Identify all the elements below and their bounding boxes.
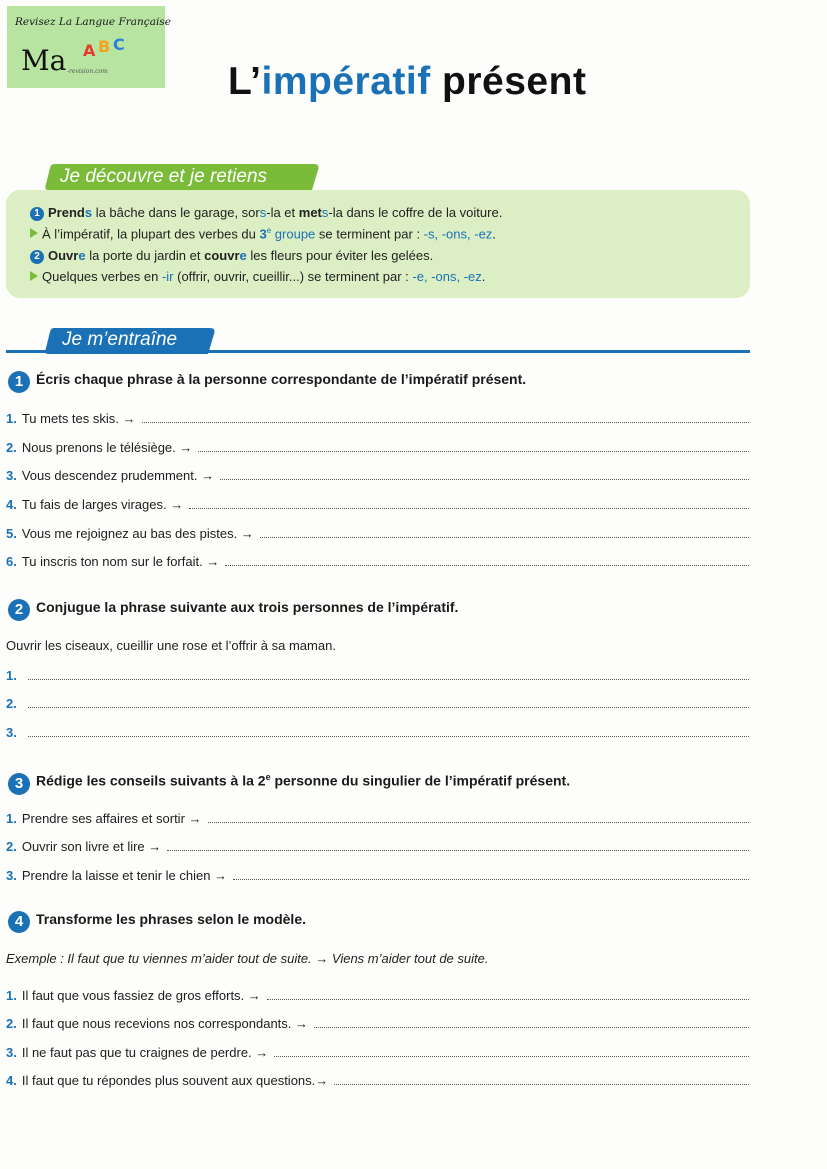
exercise-3-item[interactable]: 1. Prendre ses affaires et sortir → [6,808,749,826]
exercise-2-item[interactable]: 2. [6,693,749,711]
answer-line[interactable] [198,451,749,452]
rules-box [6,190,750,298]
section-divider [6,350,750,353]
exercise-1-item[interactable]: 6. Tu inscris ton nom sur le forfait. → [6,551,749,569]
title-prefix: L’ [228,60,262,103]
answer-line[interactable] [28,679,749,680]
exercise-4-item[interactable]: 4. Il faut que tu répondes plus souvent aux questions.→ [6,1070,749,1088]
answer-line[interactable] [167,850,749,851]
exercise-1-item[interactable]: 5. Vous me rejoignez au bas des pistes. → [6,523,749,541]
logo-subtitle: -revision.com [67,68,108,75]
exercise-number: 2 [8,599,30,621]
answer-line[interactable] [208,822,749,823]
answer-line[interactable] [28,736,749,737]
site-logo [7,6,171,88]
answer-line[interactable] [220,479,749,480]
svg-text:A: A [83,41,96,60]
exercise-3-item[interactable]: 2. Ouvrir son livre et lire → [6,836,749,854]
exercise-3-item[interactable]: 3. Prendre la laisse et tenir le chien → [6,865,749,883]
exercise-4-example: Exemple : Il faut que tu viennes m’aider tout de suite. → Viens m’aider tout de suite. [6,951,489,966]
answer-line[interactable] [28,707,749,708]
answer-line[interactable] [260,537,749,538]
exercise-1-item[interactable]: 3. Vous descendez prudemment. → [6,465,749,483]
title-accent: impératif [261,60,431,103]
exercise-2-item[interactable]: 1. [6,665,749,683]
answer-line[interactable] [334,1084,749,1085]
answer-line[interactable] [267,999,749,1000]
answer-line[interactable] [189,508,749,509]
exercise-4-item[interactable]: 1. Il faut que vous fassiez de gros efforts. → [6,985,749,1003]
rule-number: 1 [30,207,44,221]
exercise-2-item[interactable]: 3. [6,722,749,740]
exercise-1-item[interactable]: 1. Tu mets tes skis. → [6,408,749,426]
answer-line[interactable] [314,1027,749,1028]
exercise-2-heading: 2 Conjugue la phrase suivante aux trois personnes de l’impératif. [8,599,458,621]
rule-note-2: Quelques verbes en -ir (offrir, ouvrir, cueillir...) se terminent par : -e, -ons, -ez. [30,269,485,284]
exercise-number: 4 [8,911,30,933]
exercise-2-prompt: Ouvrir les ciseaux, cueillir une rose et l’offrir à sa maman. [6,638,336,653]
exercise-4-item[interactable]: 2. Il faut que nous recevions nos correspondants. → [6,1013,749,1031]
exercise-4-heading: 4 Transforme les phrases selon le modèle. [8,911,306,933]
answer-line[interactable] [142,422,750,423]
rule-2: 2 Ouvre la porte du jardin et couvre les fleurs pour éviter les gelées. [30,248,433,264]
svg-text:B: B [98,37,111,56]
exercise-number: 1 [8,371,30,393]
rule-1: 1 Prends la bâche dans le garage, sors-la et mets-la dans le coffre de la voiture. [30,205,502,221]
practice-tab-label: Je m’entraîne [62,329,178,350]
logo-abc-icon [81,36,135,62]
discover-tab [44,162,320,192]
answer-line[interactable] [274,1056,749,1057]
exercise-1-heading: 1 Écris chaque phrase à la personne correspondante de l’impératif présent. [8,371,526,393]
arrow-icon [30,228,38,238]
answer-line[interactable] [233,879,749,880]
exercise-1-item[interactable]: 4. Tu fais de larges virages. → [6,494,749,512]
exercise-number: 3 [8,773,30,795]
logo-ma: Ma [21,44,67,77]
logo-tagline: Revisez La Langue Française [15,16,171,28]
answer-line[interactable] [225,565,749,566]
exercise-3-heading: 3 Rédige les conseils suivants à la 2e personne du singulier de l’impératif présent. [8,772,570,795]
svg-text:C: C [113,36,125,54]
page-title [228,60,586,104]
rule-note-1: À l’impératif, la plupart des verbes du 3e groupe se terminent par : -s, -ons, -ez. [30,226,496,241]
exercise-4-item[interactable]: 3. Il ne faut pas que tu craignes de perdre. → [6,1042,749,1060]
discover-tab-label: Je découvre et je retiens [60,166,268,187]
arrow-icon [30,271,38,281]
rule-number: 2 [30,250,44,264]
exercise-1-item[interactable]: 2. Nous prenons le télésiège. → [6,437,749,455]
title-suffix: présent [430,60,587,103]
